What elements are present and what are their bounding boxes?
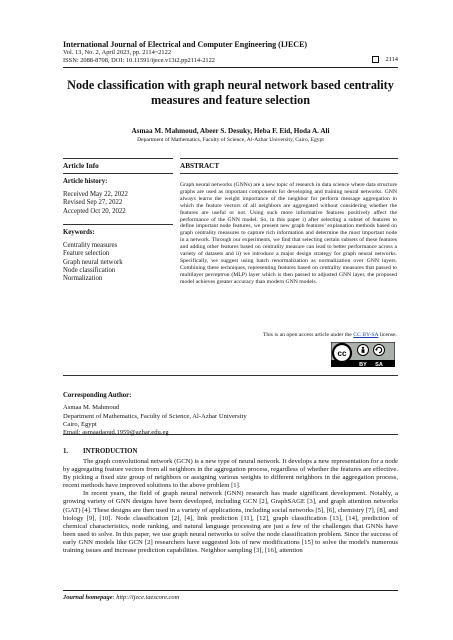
abstract-heading: ABSTRACT: [180, 162, 220, 170]
svg-text:cc: cc: [337, 349, 347, 358]
corresponding-author: [63, 392, 398, 437]
introduction-heading: [63, 448, 137, 455]
cc-sa-label: SA: [375, 362, 383, 367]
corresponding-bottom-rule: [63, 434, 398, 435]
square-icon: [372, 56, 379, 63]
cc-by-sa-link[interactable]: CC BY-SA: [353, 332, 379, 338]
abstract-text: Graph neural networks (GNNs) are a new topic of research in data science where data structure graphs are used as important components for developing and training neural networks. GNN always learns the weight importance of the neighbor for perform message aggregation in which the feature vectors of all neighbors are aggregated without considering whether the features are useful or not. Using such more informative features positively affect the performance of the GNN model. So, in this paper i) after selecting a subset of features to define important node features, we present new graph features’ explanation methods based on graph centrality measures to capture rich information and determine the most important node in a network. Through our experiments, we find that selecting certain subsets of these features and adding other features based on centrality measure can lead to better performance across a variety of datasets and ii) we introduce a major design strategy for graph neural networks. Specifically, we suggest using batch renormalization as normalization over GNN layers. Combining these techniques, representing features based on centrality measures that passed to multilayer perceptron (MLP) layer which is then passed to adjusted GNN layer, the proposed model achieves greater accuracy than modern GNN models.: [180, 182, 397, 285]
license-suffix: license.: [378, 332, 397, 338]
section-title: INTRODUCTION: [83, 448, 138, 455]
paper-title: Node classification with graph neural network based centrality measures and feature selection: [67, 78, 394, 107]
keywords-rule: [63, 224, 173, 225]
journal-name: International Journal of Electrical and Computer Engineering (IJECE): [63, 40, 308, 49]
article-history-heading: Article history:: [63, 178, 108, 185]
page-number-block: [372, 56, 398, 63]
sa-share-icon: [374, 345, 385, 356]
abstract-bottom-rule: [63, 375, 398, 376]
corresponding-heading: Corresponding Author:: [63, 392, 132, 399]
page-number: 2114: [385, 56, 398, 63]
footer-divider: [63, 590, 398, 591]
section-number: 1.: [63, 448, 69, 455]
keyword-item: Graph neural network: [63, 258, 123, 266]
history-accepted: Accepted Oct 20, 2022: [63, 207, 126, 215]
corresponding-name: Asmaa M. Mahmoud: [63, 404, 120, 412]
article-history: [63, 178, 173, 216]
journal-issn: ISSN: 2088-8708, DOI: 10.11591/ijece.v13i2.pp2114-2122: [63, 57, 216, 64]
keywords-block: [63, 229, 173, 283]
journal-header: [63, 40, 398, 65]
corresponding-dept: Department of Mathematics, Faculty of Science, Al-Azhar University: [63, 412, 247, 420]
paper-affiliation: Department of Mathematics, Faculty of Science, Al-Azhar University, Cairo, Egypt: [137, 137, 324, 143]
article-info-heading: Article Info: [63, 162, 99, 170]
article-info-top-rule: [63, 158, 173, 159]
keywords-heading: Keywords:: [63, 229, 95, 236]
cc-by-label: BY: [359, 362, 367, 367]
keyword-item: Normalization: [63, 275, 103, 283]
journal-homepage: [63, 594, 179, 601]
paragraph: The graph convolutional network (GCN) is a new type of neural network. It develops a new representation for a node by aggregating feature vectors from all neighbors in the aggregation process, regardless of whether the features are effective. By picking a fixed size group of neighbors or assigning various weights to different neighbors in the aggregation process, recent methods have improved solutions to the above problem [1].: [63, 458, 398, 490]
cc-license-badge[interactable]: [331, 342, 395, 367]
homepage-url[interactable]: : http://ijece.iaescore.com: [112, 594, 180, 601]
journal-volume: Vol. 13, No. 2, April 2023, pp. 2114~2122: [63, 49, 172, 56]
header-divider: [63, 67, 398, 68]
license-prefix: This is an open access article under the: [262, 332, 354, 338]
article-info-mid-rule: [63, 173, 173, 174]
license-line: [180, 332, 397, 338]
introduction-body: [63, 458, 398, 555]
history-received: Received May 22, 2022: [63, 191, 128, 199]
abstract-mid-rule: [180, 173, 398, 174]
paragraph: In recent years, the field of graph neural network (GNN) research has made significant development. Notably, a growing variety of GNN designs have been developed, including GCN [2], GraphSAGE [3], and graph attention networks (GAT) [4]. These designs are then used in a variety of applications, including social networks [5], [6], chemistry [7], [8], and biology [9], [10]. Node classification [2], [4], link prediction [11], [12], graph classification [13], [14], prediction of chemical characteristics, node ranking, and natural language processing are just a few of the challenges that GNNs have been used to solve. In this paper, we use graph neural networks to solve the node classification problem. Since the success of early GNN models like GCN [2] researchers have suggested lots of new modifications [15] to solve the model's numerous training issues and increase prediction capabilities. Neighbor sampling [3], [16], attention: [63, 490, 398, 555]
homepage-label: Journal homepage: [63, 594, 113, 601]
keyword-item: Centrality measures: [63, 242, 118, 250]
paper-authors: Asmaa M. Mahmoud, Abeer S. Desuky, Heba F. Eid, Hoda A. Ali: [131, 127, 330, 135]
keyword-item: Feature selection: [63, 250, 110, 258]
corresponding-city: Cairo, Egypt: [63, 420, 97, 428]
corresponding-email[interactable]: Email: asmaadaoud.1959@azhar.edu.eg: [63, 429, 169, 437]
abstract-top-rule: [180, 158, 398, 159]
history-revised: Revised Sep 27, 2022: [63, 199, 123, 207]
keyword-item: Node classification: [63, 266, 116, 274]
